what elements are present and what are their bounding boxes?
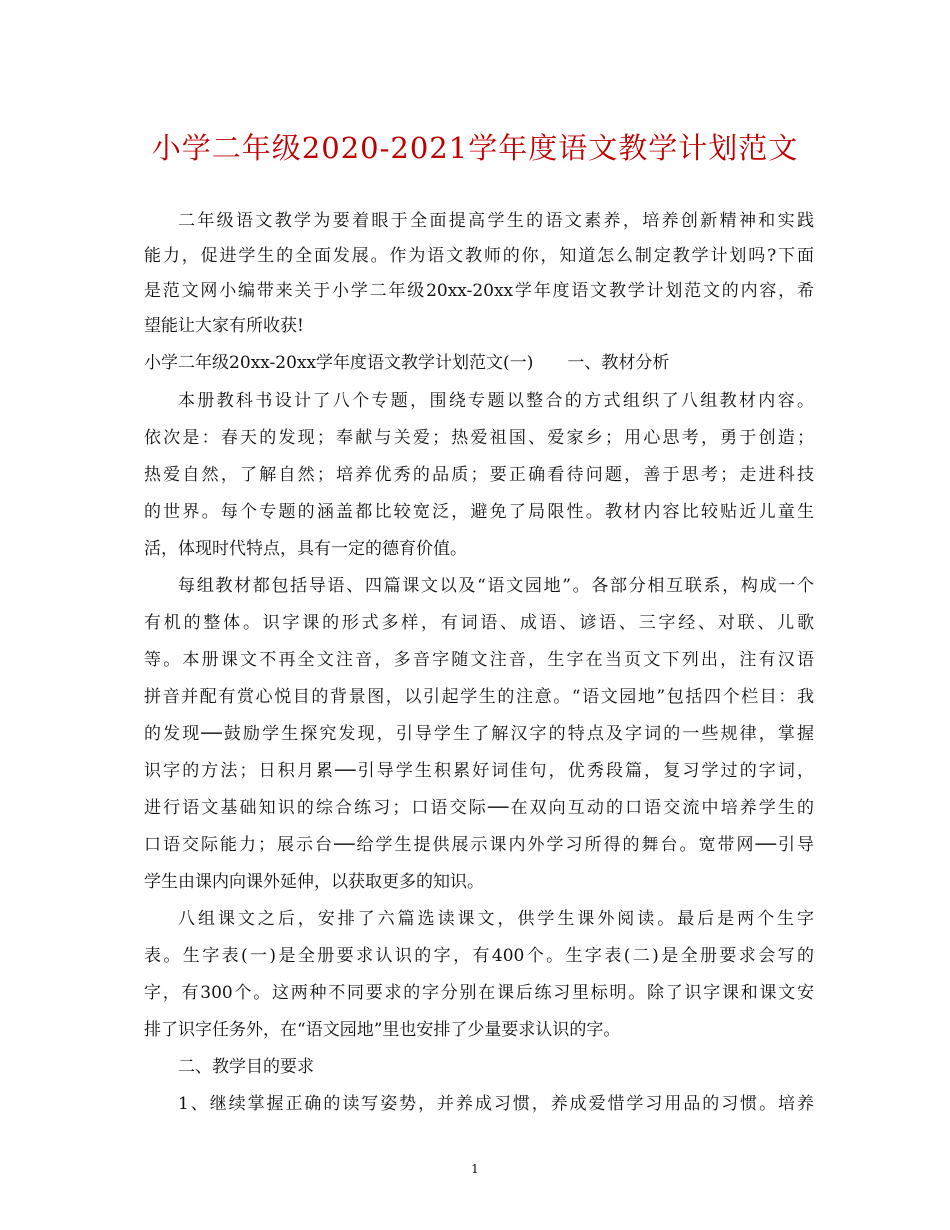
paragraph-line: 进行语文基础知识的综合练习；口语交际──在双向互动的口语交流中培养学生的 bbox=[144, 798, 814, 818]
paragraph-line: 口语交际能力；展示台──给学生提供展示课内外学习所得的舞台。宽带网──引导 bbox=[144, 835, 814, 855]
section-heading: 二、教学目的要求 bbox=[178, 1057, 314, 1077]
paragraph-line: 每组教材都包括导语、四篇课文以及“语文园地”。各部分相互联系，构成一个 bbox=[178, 576, 814, 596]
paragraph-line: 拼音并配有赏心悦目的背景图，以引起学生的注意。“语文园地”包括四个栏目：我 bbox=[144, 687, 814, 707]
paragraph-line: 热爱自然，了解自然；培养优秀的品质；要正确看待问题，善于思考；走进科技 bbox=[144, 465, 814, 485]
paragraph-line: 八组课文之后，安排了六篇选读课文，供学生课外阅读。最后是两个生字 bbox=[178, 909, 814, 929]
page-number: 1 bbox=[471, 1162, 479, 1176]
paragraph-line: 字，有300个。这两种不同要求的字分别在课后练习里标明。除了识字课和课文安 bbox=[144, 983, 814, 1003]
section-heading-line: 小学二年级20xx-20xx学年度语文教学计划范文(一) 一、教材分析 bbox=[144, 353, 670, 373]
paragraph-line: 二年级语文教学为要着眼于全面提高学生的语文素养，培养创新精神和实践 bbox=[178, 211, 814, 231]
paragraph-line: 识字的方法；日积月累──引导学生积累好词佳句，优秀段篇，复习学过的字词， bbox=[144, 761, 814, 781]
paragraph-line: 依次是：春天的发现；奉献与关爱；热爱祖国、爱家乡；用心思考，勇于创造； bbox=[144, 428, 814, 448]
paragraph-line: 的世界。每个专题的涵盖都比较宽泛，避免了局限性。教材内容比较贴近儿童生 bbox=[144, 502, 814, 522]
paragraph-line: 活，体现时代特点，具有一定的德育价值。 bbox=[144, 539, 467, 559]
paragraph-line: 本册教科书设计了八个专题，围绕专题以整合的方式组织了八组教材内容。 bbox=[178, 391, 814, 411]
paragraph-line: 排了识字任务外，在“语文园地”里也安排了少量要求认识的字。 bbox=[144, 1020, 621, 1040]
paragraph-line: 有机的整体。识字课的形式多样，有词语、成语、谚语、三字经、对联、儿歌 bbox=[144, 613, 814, 633]
paragraph-line: 学生由课内向课外延伸，以获取更多的知识。 bbox=[144, 872, 484, 892]
paragraph-line: 的发现──鼓励学生探究发现，引导学生了解汉字的特点及字词的一些规律，掌握 bbox=[144, 724, 814, 744]
paragraph-line: 能力，促进学生的全面发展。作为语文教师的你，知道怎么制定教学计划吗?下面 bbox=[144, 246, 814, 266]
paragraph-line: 表。生字表(一)是全册要求认识的字，有400个。生字表(二)是全册要求会写的 bbox=[144, 946, 814, 966]
paragraph-line: 1、继续掌握正确的读写姿势，并养成习惯，养成爱惜学习用品的习惯。培养 bbox=[178, 1094, 814, 1114]
paragraph-line: 是范文网小编带来关于小学二年级20xx-20xx学年度语文教学计划范文的内容，希 bbox=[144, 281, 814, 301]
paragraph-line: 望能让大家有所收获! bbox=[144, 316, 304, 336]
document-title: 小学二年级2020-2021学年度语文教学计划范文 bbox=[151, 131, 799, 165]
paragraph-line: 等。本册课文不再全文注音，多音字随文注音，生字在当页文下列出，注有汉语 bbox=[144, 650, 814, 670]
